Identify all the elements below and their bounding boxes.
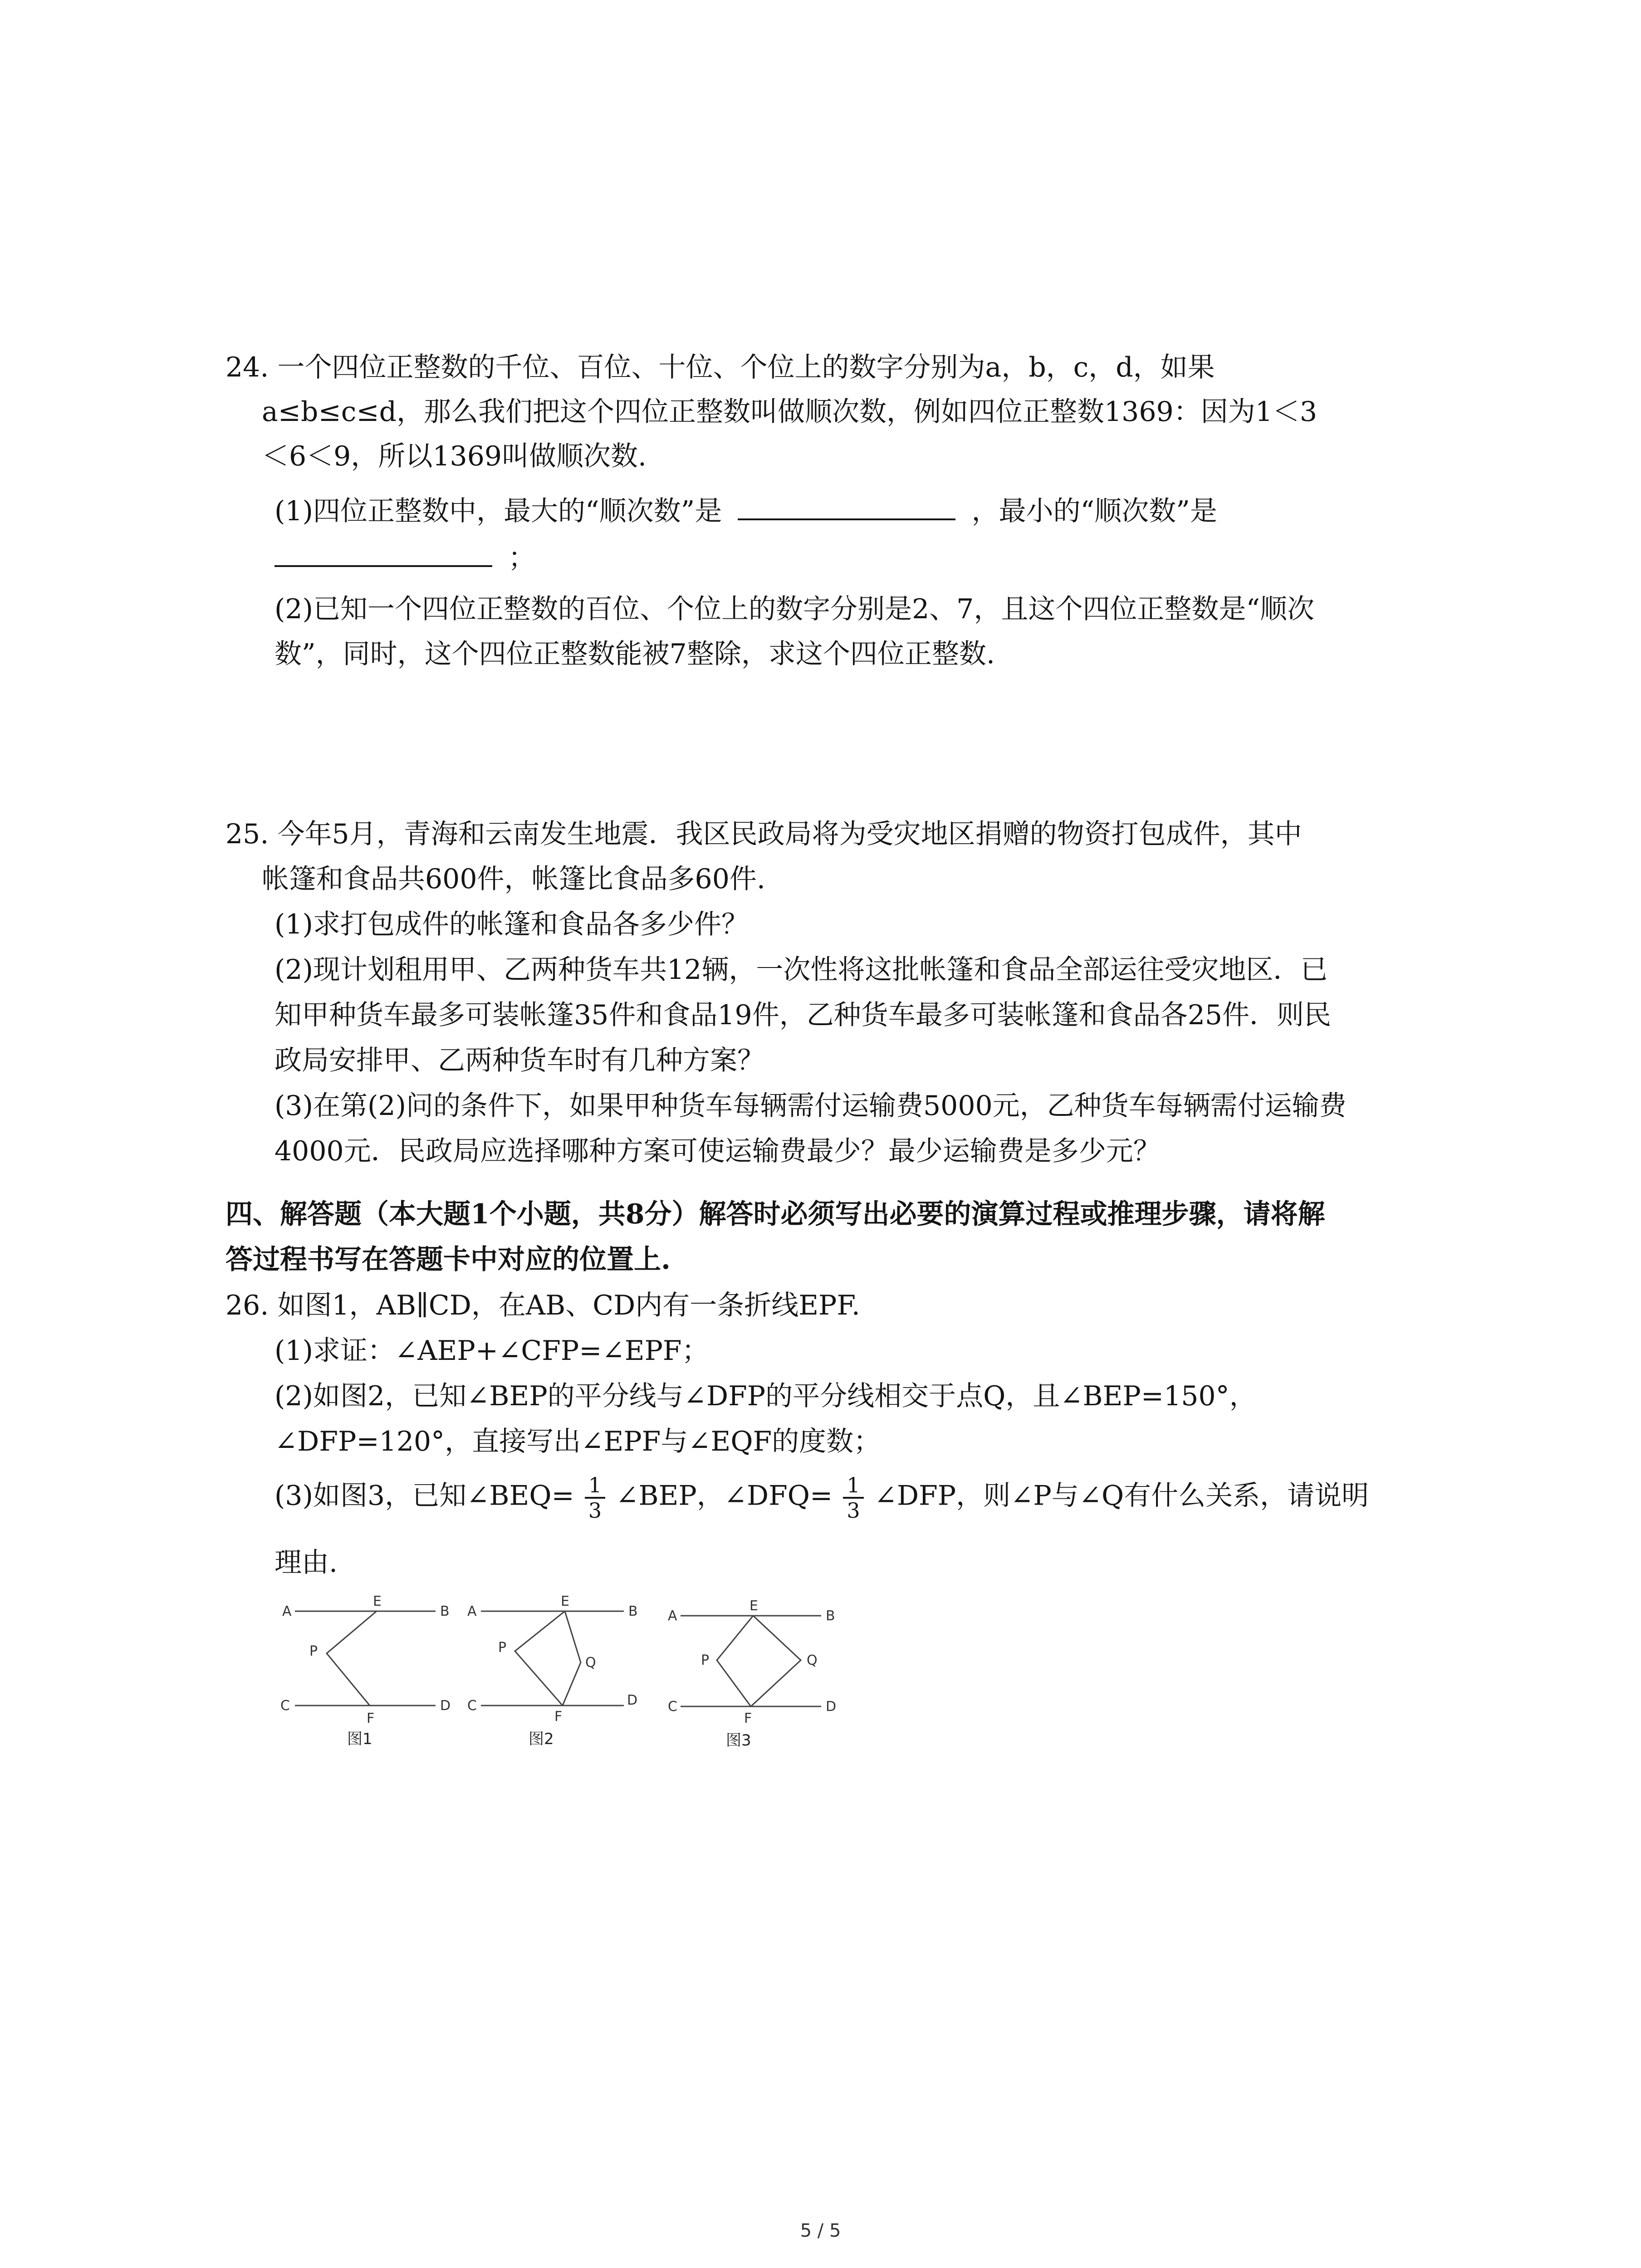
fig3-label-b: B xyxy=(826,1608,835,1624)
fig2-caption: 图2 xyxy=(529,1730,554,1748)
fig3-label-a: A xyxy=(668,1608,677,1624)
q24-line-2: a≤b≤c≤d，那么我们把这个四位正整数叫做顺次数，例如四位正整数1369：因为1＜3 xyxy=(262,396,1318,428)
fraction-numerator: 1 xyxy=(585,1473,605,1499)
fig1-label-p: P xyxy=(309,1643,318,1659)
q24-part-1-text-a: (1)四位正整数中，最大的“顺次数”是 xyxy=(274,495,722,527)
fig2-label-c: C xyxy=(467,1698,477,1714)
q24-part-1 xyxy=(274,493,1217,529)
fig3-polyline-epf xyxy=(717,1616,753,1706)
figures-panel xyxy=(254,1588,935,1769)
q26-part-3-text-a: (3)如图3，已知∠BEQ= xyxy=(274,1480,574,1512)
q24-part-1-text-b: ，最小的“顺次数”是 xyxy=(971,495,1217,527)
fig2-label-e: E xyxy=(561,1593,569,1609)
q25-part-3-line-1: (3)在第(2)问的条件下，如果甲种货车每辆需付运输费5000元，乙种货车每辆需付运输费 xyxy=(274,1090,1347,1122)
q24-answer-blank-min[interactable] xyxy=(274,542,492,567)
fig3-label-p: P xyxy=(701,1652,710,1668)
q26-part-2-line-1: (2)如图2，已知∠BEP的平分线与∠DFP的平分线相交于点Q，且∠BEP=150°， xyxy=(274,1380,1257,1412)
fraction-denominator: 3 xyxy=(847,1498,860,1523)
q25-part-2-line-3: 政局安排甲、乙两种货车时有几种方案？ xyxy=(274,1045,764,1076)
fig1-label-e: E xyxy=(373,1593,382,1609)
q25-line-1: 25. 今年5月，青海和云南发生地震．我区民政局将为受灾地区捐赠的物资打包成件，其中 xyxy=(225,818,1302,850)
fig3-label-f: F xyxy=(744,1711,752,1726)
q24-part-2-line-2: 数”，同时，这个四位正整数能被7整除，求这个四位正整数. xyxy=(274,638,995,670)
q26-part-3-text-c: ∠DFP，则∠P与∠Q有什么关系，请说明 xyxy=(874,1480,1369,1512)
fig1-label-f: F xyxy=(367,1711,375,1726)
q24-part-1-cont xyxy=(274,540,535,576)
fraction-denominator: 3 xyxy=(588,1498,602,1523)
section-4-line-2: 答过程书写在答题卡中对应的位置上. xyxy=(225,1244,671,1276)
q25-part-2-line-1: (2)现计划租用甲、乙两种货车共12辆，一次性将这批帐篷和食品全部运往受灾地区．已 xyxy=(274,954,1328,986)
fraction-numerator: 1 xyxy=(843,1473,863,1499)
fig1-label-d: D xyxy=(440,1698,451,1714)
q24-answer-blank-max[interactable] xyxy=(738,495,955,520)
fig1-label-c: C xyxy=(280,1698,290,1714)
fig1-polyline-epf xyxy=(327,1611,377,1706)
fig3-label-q: Q xyxy=(807,1652,818,1668)
q24-line-3: ＜6＜9，所以1369叫做顺次数. xyxy=(262,440,647,472)
q25-part-1: (1)求打包成件的帐篷和食品各多少件？ xyxy=(274,909,749,940)
fig3-caption: 图3 xyxy=(726,1731,751,1750)
q26-part-3-text-b: ∠BEP，∠DFQ= xyxy=(616,1480,833,1512)
fig3-label-e: E xyxy=(749,1598,758,1614)
q24-part-1-text-c: ； xyxy=(508,542,536,574)
fig2-label-b: B xyxy=(628,1603,638,1619)
fig1-label-b: B xyxy=(440,1603,450,1619)
fig2-polyline-epf xyxy=(515,1611,565,1706)
q26-part-3-line-2: 理由. xyxy=(274,1547,338,1579)
q26-part-3-line-1 xyxy=(274,1473,1369,1522)
fig3-label-c: C xyxy=(668,1699,677,1715)
fig1-label-a: A xyxy=(282,1603,292,1619)
page-number: 5 / 5 xyxy=(800,2220,841,2241)
q26-part-1: (1)求证：∠AEP+∠CFP=∠EPF； xyxy=(274,1335,709,1367)
fig2-label-p: P xyxy=(498,1640,507,1656)
q25-line-2: 帐篷和食品共600件，帐篷比食品多60件. xyxy=(262,863,765,895)
section-4-line-1: 四、解答题（本大题1个小题，共8分）解答时必须写出必要的演算过程或推理步骤，请将解 xyxy=(225,1198,1325,1230)
fig2-label-a: A xyxy=(467,1603,477,1619)
q26-line-1: 26. 如图1，AB∥CD，在AB、CD内有一条折线EPF. xyxy=(225,1290,860,1321)
q26-part-2-line-2: ∠DFP=120°，直接写出∠EPF与∠EQF的度数； xyxy=(274,1426,881,1457)
q25-part-2-line-2: 知甲种货车最多可装帐篷35件和食品19件，乙种货车最多可装帐篷和食品各25件．则民 xyxy=(274,999,1332,1031)
fraction-one-third-1 xyxy=(585,1473,605,1522)
fraction-one-third-2 xyxy=(843,1473,863,1522)
fig2-label-f: F xyxy=(554,1709,563,1725)
fig3-label-d: D xyxy=(826,1699,837,1715)
fig1-caption: 图1 xyxy=(347,1730,372,1748)
q25-part-3-line-2: 4000元．民政局应选择哪种方案可使运输费最少？最少运输费是多少元？ xyxy=(274,1135,1161,1167)
q24-part-2-line-1: (2)已知一个四位正整数的百位、个位上的数字分别是2、7，且这个四位正整数是“顺次 xyxy=(274,593,1315,625)
fig3-polyline-eqf xyxy=(751,1616,801,1706)
fig2-polyline-eqf xyxy=(563,1611,581,1706)
fig2-label-d: D xyxy=(627,1692,638,1708)
fig2-label-q: Q xyxy=(585,1655,596,1671)
q24-line-1: 24. 一个四位正整数的千位、百位、十位、个位上的数字分别为a，b，c，d，如果 xyxy=(225,352,1215,383)
